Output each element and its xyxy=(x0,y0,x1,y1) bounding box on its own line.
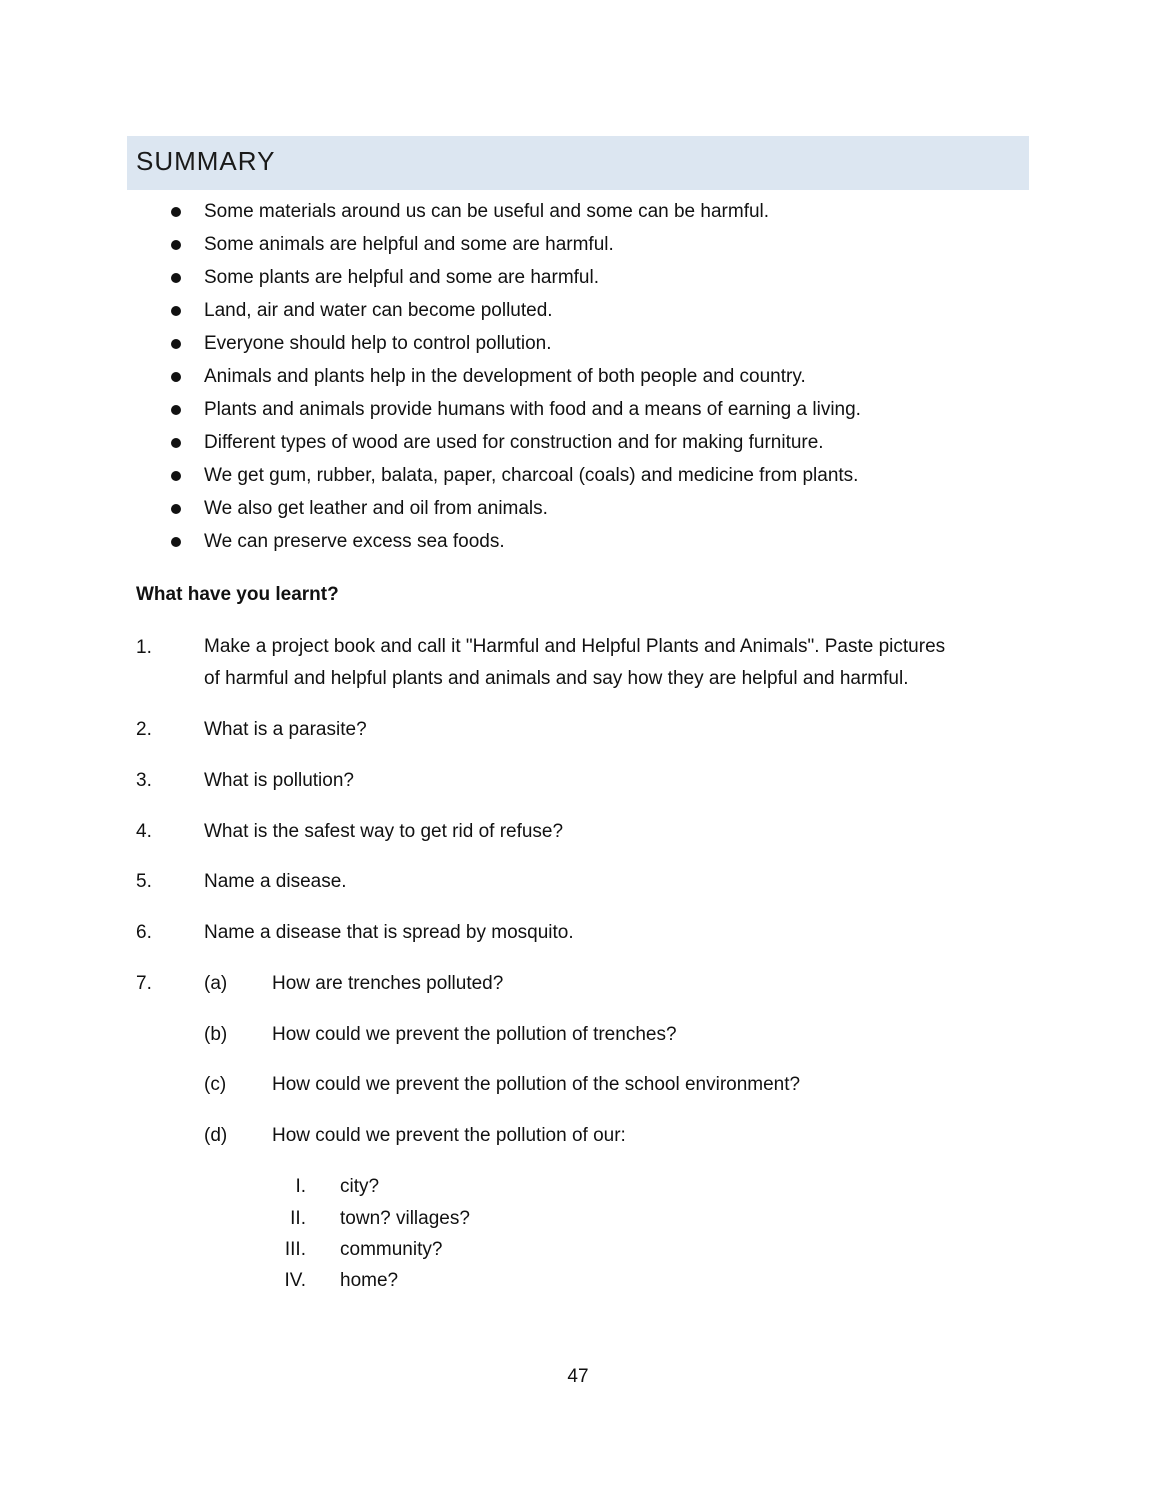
question-number: 7. xyxy=(136,973,152,994)
roman-item-text: city? xyxy=(340,1176,380,1197)
question-text: What is the safest way to get rid of refuse? xyxy=(204,821,564,842)
summary-bullet-item xyxy=(0,264,1156,297)
bullet-text: Some materials around us can be useful and some can be harmful. xyxy=(204,201,770,222)
summary-bullet-item xyxy=(0,231,1156,264)
bullet-text: Animals and plants help in the development of both people and country. xyxy=(204,366,806,387)
bullet-icon xyxy=(171,372,181,382)
summary-header xyxy=(127,136,1029,190)
sub-question-letter: (d) xyxy=(204,1125,228,1146)
bullet-text: Some plants are helpful and some are harmful. xyxy=(204,267,599,288)
bullet-icon xyxy=(171,471,181,481)
sub-question-letter: (c) xyxy=(204,1074,227,1095)
roman-numeral: I. xyxy=(295,1176,306,1197)
question-text-line-2: of harmful and helpful plants and animals and say how they are helpful and harmful. xyxy=(204,668,909,689)
question-number: 3. xyxy=(136,770,152,791)
roman-list-item xyxy=(0,1270,1156,1300)
summary-bullet-item xyxy=(0,330,1156,363)
bullet-text: Everyone should help to control pollution. xyxy=(204,333,552,354)
bullet-icon xyxy=(171,405,181,415)
summary-bullet-item xyxy=(0,528,1156,561)
roman-item-text: home? xyxy=(340,1270,399,1291)
question-number: 4. xyxy=(136,821,152,842)
roman-numeral: II. xyxy=(290,1208,306,1229)
roman-list-item xyxy=(0,1208,1156,1238)
roman-item-text: town? villages? xyxy=(340,1208,470,1229)
learnt-heading: What have you learnt? xyxy=(136,584,339,605)
question-text-line-1: Make a project book and call it "Harmful and Helpful Plants and Animals". Paste pictures xyxy=(204,636,946,657)
question-number: 2. xyxy=(136,719,152,740)
summary-bullet-item xyxy=(0,363,1156,396)
bullet-text: We get gum, rubber, balata, paper, charcoal (coals) and medicine from plants. xyxy=(204,465,859,486)
question-text: Name a disease that is spread by mosquito. xyxy=(204,922,574,943)
summary-title: SUMMARY xyxy=(136,146,276,176)
summary-bullet-item xyxy=(0,429,1156,462)
roman-numeral: III. xyxy=(284,1239,306,1260)
summary-bullet-list xyxy=(0,198,1156,561)
bullet-text: Some animals are helpful and some are harmful. xyxy=(204,234,614,255)
summary-bullet-item xyxy=(0,198,1156,231)
bullet-text: Land, air and water can become polluted. xyxy=(204,300,553,321)
bullet-text: We can preserve excess sea foods. xyxy=(204,531,505,552)
summary-bullet-item xyxy=(0,396,1156,429)
bullet-text: Plants and animals provide humans with food and a means of earning a living. xyxy=(204,399,861,420)
question-text: What is pollution? xyxy=(204,770,354,791)
roman-numeral: IV. xyxy=(284,1270,306,1291)
bullet-icon xyxy=(171,306,181,316)
roman-list-item xyxy=(0,1239,1156,1269)
question-text: Name a disease. xyxy=(204,871,347,892)
roman-item-text: community? xyxy=(340,1239,443,1260)
bullet-icon xyxy=(171,207,181,217)
summary-bullet-item xyxy=(0,495,1156,528)
roman-list-item xyxy=(0,1176,1156,1206)
question-number: 5. xyxy=(136,871,152,892)
sub-question-letter: (a) xyxy=(204,973,228,994)
bullet-icon xyxy=(171,339,181,349)
summary-bullet-item xyxy=(0,462,1156,495)
sub-question-letter: (b) xyxy=(204,1024,228,1045)
bullet-icon xyxy=(171,438,181,448)
bullet-text: We also get leather and oil from animals. xyxy=(204,498,548,519)
bullet-icon xyxy=(171,504,181,514)
question-number: 6. xyxy=(136,922,152,943)
bullet-icon xyxy=(171,273,181,283)
bullet-icon xyxy=(171,240,181,250)
question-text: What is a parasite? xyxy=(204,719,367,740)
sub-question-text: How could we prevent the pollution of our: xyxy=(272,1125,626,1146)
sub-question-text: How could we prevent the pollution of trenches? xyxy=(272,1024,677,1045)
sub-question-text: How are trenches polluted? xyxy=(272,973,504,994)
bullet-text: Different types of wood are used for construction and for making furniture. xyxy=(204,432,824,453)
page-number: 47 xyxy=(567,1366,589,1387)
sub-question-text: How could we prevent the pollution of the school environment? xyxy=(272,1074,801,1095)
question-number: 1. xyxy=(136,637,152,658)
summary-bullet-item xyxy=(0,297,1156,330)
bullet-icon xyxy=(171,537,181,547)
